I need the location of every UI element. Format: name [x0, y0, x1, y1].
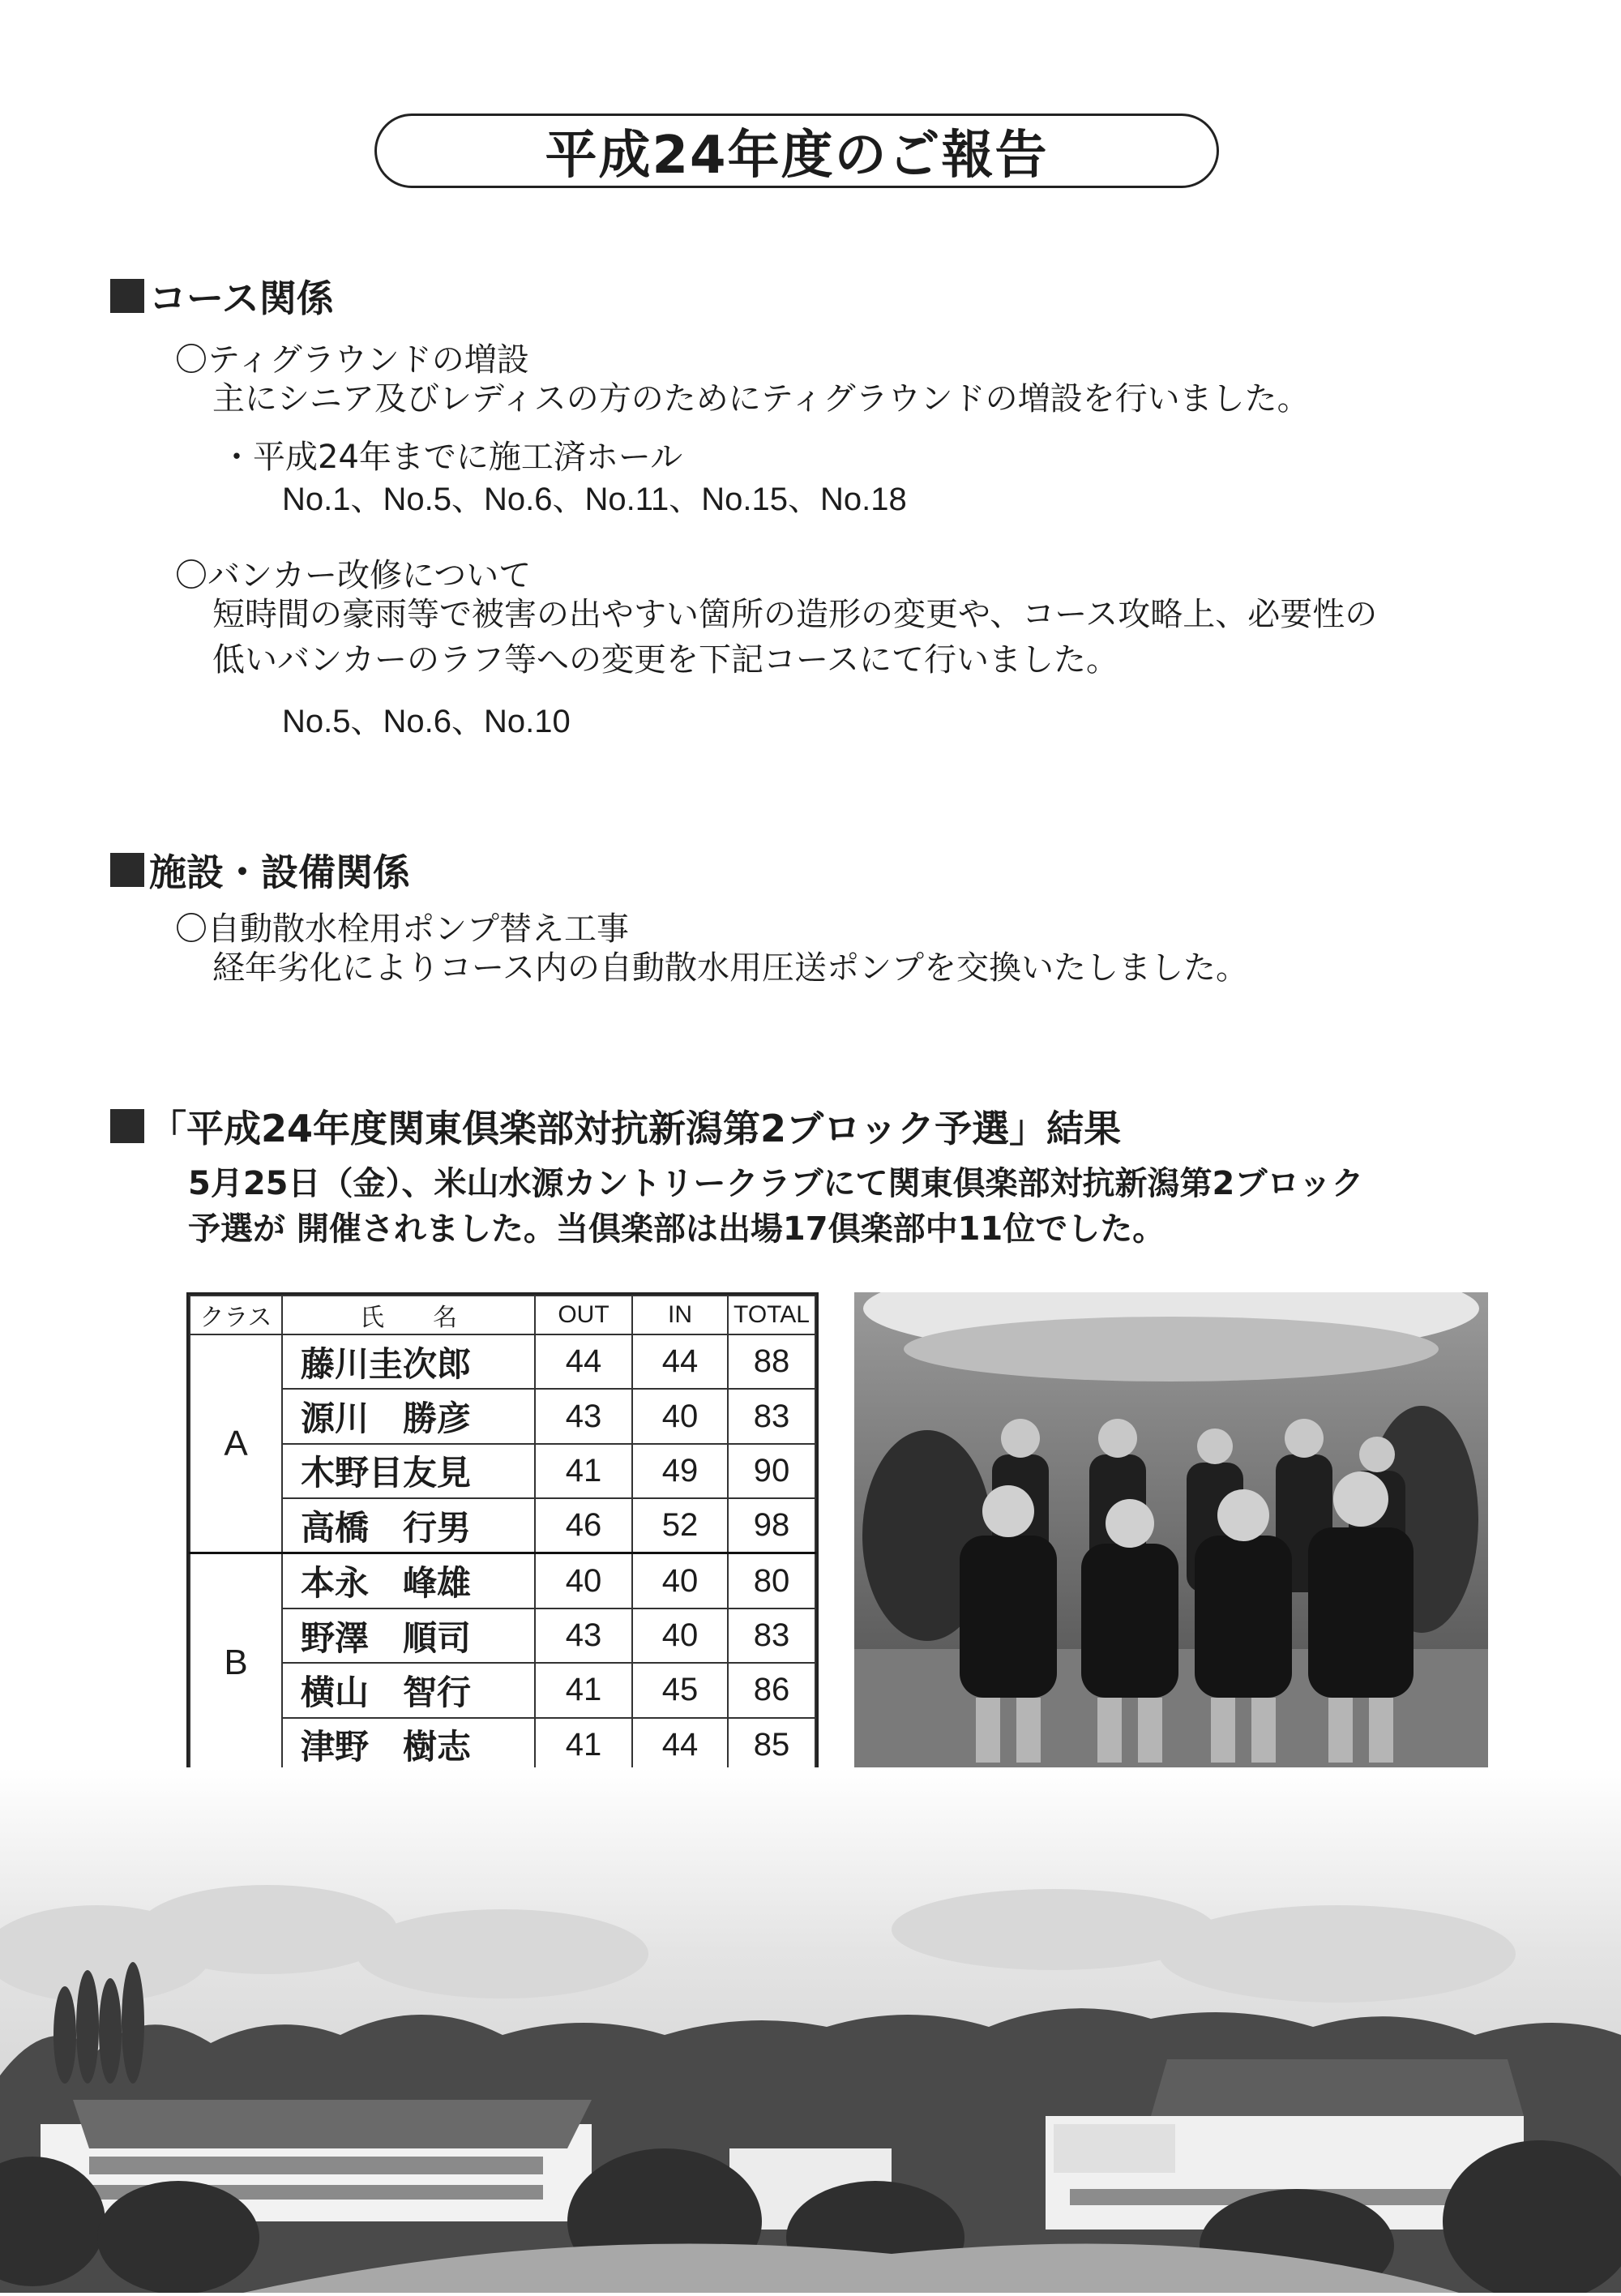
table-row: [190, 1663, 815, 1717]
score-out: 43: [535, 1608, 632, 1663]
tee-bullet: ・平成24年までに施工済ホール: [220, 439, 683, 476]
section-square-icon: [110, 853, 144, 887]
player-name: 源川 勝彦: [282, 1389, 535, 1443]
bunker-text-line1: 短時間の豪雨等で被害の出やすい箇所の造形の変更や、コース攻略上、必要性の: [212, 596, 1378, 633]
score-out: 44: [535, 1334, 632, 1389]
score-total: 83: [728, 1608, 815, 1663]
bunker-holes: No.5、No.6、No.10: [282, 704, 571, 739]
score-out: 41: [535, 1718, 632, 1772]
col-header-class: クラス: [190, 1296, 282, 1334]
group-photo: [854, 1292, 1488, 1767]
table-row: [190, 1553, 815, 1608]
col-header-in: IN: [632, 1296, 728, 1334]
player-name: 津野 樹志: [282, 1718, 535, 1772]
tournament-text-line2: 予選が 開催されました。当倶楽部は出場17倶楽部中11位でした。: [188, 1210, 1165, 1248]
player-name: 横山 智行: [282, 1663, 535, 1717]
score-total: 88: [728, 1334, 815, 1389]
section-square-icon: [110, 1109, 144, 1143]
table-row: [190, 1608, 815, 1663]
page-title: 平成24年度のご報告: [374, 114, 1219, 188]
score-out: 41: [535, 1663, 632, 1717]
tournament-heading-text: 「平成24年度関東倶楽部対抗新潟第2ブロック予選」結果: [149, 1107, 1122, 1150]
bunker-text-line2: 低いバンカーのラフ等への変更を下記コースにて行いました。: [212, 641, 1118, 679]
score-in: 52: [632, 1498, 728, 1553]
clubhouse-landscape: [0, 1767, 1621, 2293]
section-square-icon: [110, 279, 144, 313]
facility-heading-text: 施設・設備関係: [149, 850, 410, 894]
score-total: 83: [728, 1389, 815, 1443]
score-out: 46: [535, 1498, 632, 1553]
score-total: 90: [728, 1444, 815, 1498]
player-name: 本永 峰雄: [282, 1553, 535, 1608]
score-in: 40: [632, 1608, 728, 1663]
tournament-text-line1: 5月25日（金）、米山水源カントリークラブにて関東倶楽部対抗新潟第2ブロック: [188, 1165, 1364, 1202]
facility-section-heading: [110, 843, 410, 897]
group-photo-illustration: [854, 1292, 1488, 1767]
score-in: 49: [632, 1444, 728, 1498]
col-header-total: TOTAL: [728, 1296, 815, 1334]
tee-holes: No.1、No.5、No.6、No.11、No.15、No.18: [282, 482, 907, 517]
tee-text: 主にシニア及びレディスの方のためにティグラウンドの増設を行いました。: [212, 380, 1310, 418]
score-out: 43: [535, 1389, 632, 1443]
course-heading-text: コース関係: [149, 276, 334, 320]
tournament-section-heading: [110, 1099, 1121, 1153]
score-in: 40: [632, 1553, 728, 1608]
score-total: 85: [728, 1718, 815, 1772]
score-total: 80: [728, 1553, 815, 1608]
col-header-out: OUT: [535, 1296, 632, 1334]
pump-subheading: 〇自動散水栓用ポンプ替え工事: [175, 910, 629, 948]
player-name: 高橋 行男: [282, 1498, 535, 1553]
player-name: 野澤 順司: [282, 1608, 535, 1663]
score-total: 86: [728, 1663, 815, 1717]
clubhouse-landscape-illustration: [0, 1767, 1621, 2293]
table-row: [190, 1498, 815, 1553]
tee-subheading: 〇ティグラウンドの増設: [175, 341, 529, 379]
class-cell: A: [190, 1334, 282, 1553]
course-section-heading: [110, 269, 334, 323]
table-row: [190, 1334, 815, 1389]
score-in: 40: [632, 1389, 728, 1443]
score-in: 44: [632, 1718, 728, 1772]
player-name: 藤川圭次郎: [282, 1334, 535, 1389]
score-total: 98: [728, 1498, 815, 1553]
score-in: 45: [632, 1663, 728, 1717]
col-header-name: 氏 名: [282, 1296, 535, 1334]
table-row: [190, 1444, 815, 1498]
table-header-row: [190, 1296, 815, 1334]
table-row: [190, 1389, 815, 1443]
bunker-subheading: 〇バンカー改修について: [175, 557, 532, 594]
score-out: 41: [535, 1444, 632, 1498]
score-in: 44: [632, 1334, 728, 1389]
player-name: 木野目友見: [282, 1444, 535, 1498]
results-table: [186, 1292, 819, 1776]
pump-text: 経年劣化によりコース内の自動散水用圧送ポンプを交換いたしました。: [212, 949, 1248, 987]
table-row: [190, 1718, 815, 1772]
score-out: 40: [535, 1553, 632, 1608]
class-cell: B: [190, 1553, 282, 1772]
